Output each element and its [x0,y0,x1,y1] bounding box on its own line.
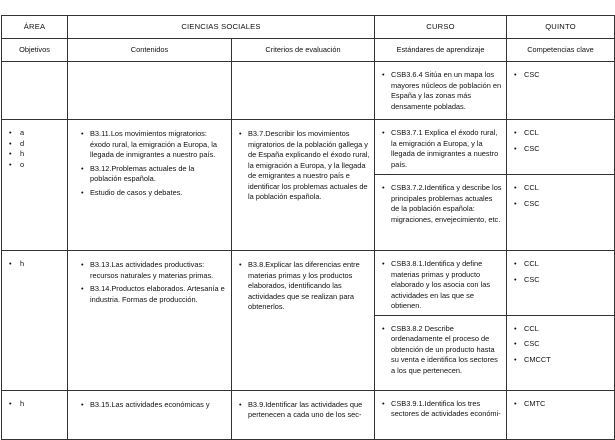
estandar-item: • CSB3.7.2.Identifica y describe los principales problemas actuales de la población española: migraciones, envejecimiento, etc. [379,183,502,225]
competencia-item: • CSC [511,144,610,155]
competencia-item: • CSC [511,275,610,286]
competencias-cell [507,251,615,316]
subject-title: CIENCIAS SOCIALES [68,16,375,39]
contenido-item: • B3.12.Problemas actuales de la población española. [78,164,228,185]
contenido-item: • B3.11.Los movimientos migratorios: éxodo rural, la emigración a Europa, la llegada de inmigrantes a nuestro país. [78,129,228,161]
objetivo-item: • h [6,149,63,160]
estandar-item: • CSB3.8.1.Identifica y define materias primas y producto elaborado y los asocia con las actividades en las que se obtienen. [379,259,502,312]
competencias-cell [507,120,615,175]
col-header-contenidos: Contenidos [68,39,232,62]
competencia-item: • CSC [511,339,610,350]
criterio-cell [232,62,375,120]
contenido-item: • B3.14.Productos elaborados. Artesanía e industria. Formas de producción. [78,284,228,305]
criterio-item: • B3.9.Identificar las actividades que pertenecen a cada uno de los sec- [236,400,371,421]
estandar-cell [375,62,507,120]
objetivos-cell [2,251,68,391]
estandar-cell [375,251,507,316]
competencias-cell [507,390,615,439]
criterio-item: • B3.7.Describir los movimientos migratorios de la población gallega y de España explicando el éxodo rural, la emigración a Europa, y la llegada de emigrantes a nuestro país e identificar los problemas actuales de la población española. [236,129,371,203]
objetivo-item: • h [6,259,63,270]
header-row [2,16,615,39]
contenidos-cell [68,390,232,439]
table-row [2,390,615,439]
competencias-cell [507,62,615,120]
area-label: ÁREA [2,16,68,39]
competencia-item: • CCL [511,128,610,139]
estandar-cell [375,120,507,175]
criterio-cell [232,390,375,439]
objetivos-cell [2,120,68,251]
objetivo-item: • d [6,139,63,150]
contenido-item: • Estudio de casos y debates. [78,188,228,199]
estandar-item: • CSB3.8.2 Describe ordenadamente el proceso de obtención de un producto hasta su venta e identifica los sectores a los que pertenecen. [379,324,502,377]
contenido-item: • B3.13.Las actividades productivas: recursos naturales y materias primas. [78,260,228,281]
contenidos-cell [68,120,232,251]
curso-label: CURSO [375,16,507,39]
criterio-item: • B3.8.Explicar las diferencias entre materias primas y los productos elaborados, identificando las actividades que se realizan para obtenerlos. [236,260,371,313]
objetivo-item: • a [6,128,63,139]
objetivo-item: • h [6,399,63,410]
estandar-cell [375,315,507,390]
objetivos-cell [2,390,68,439]
table-row [2,62,615,120]
contenido-item: • B3.15.Las actividades económicas y [78,400,228,411]
table-row [2,251,615,316]
criterio-cell [232,120,375,251]
estandar-item: • CSB3.6.4 Sitúa en un mapa los mayores núcleos de población en España y las zonas más densamente pobladas. [379,70,502,112]
criterio-cell [232,251,375,391]
curriculum-table [1,15,615,440]
competencia-item: • CMTC [511,399,610,410]
estandar-item: • CSB3.7.1 Explica el éxodo rural, la emigración a Europa, y la llegada de inmigrantes a nuestro país. [379,128,502,170]
estandar-cell [375,390,507,439]
curso-value: QUINTO [507,16,615,39]
competencia-item: • CMCCT [511,355,610,366]
col-header-estandares: Estándares de aprendizaje [375,39,507,62]
competencias-cell [507,175,615,251]
col-header-criterios: Criterios de evaluación [232,39,375,62]
column-headers-row [2,39,615,62]
estandar-item: • CSB3.9.1.Identifica los tres sectores de actividades económi- [379,399,502,420]
col-header-competencias: Competencias clave [507,39,615,62]
competencia-item: • CSC [511,70,610,81]
competencia-item: • CCL [511,324,610,335]
competencia-item: • CCL [511,183,610,194]
contenidos-cell [68,251,232,391]
competencias-cell [507,315,615,390]
competencia-item: • CCL [511,259,610,270]
objetivo-item: • o [6,160,63,171]
contenidos-cell [68,62,232,120]
table-row [2,120,615,175]
objetivos-cell [2,62,68,120]
col-header-objetivos: Objetivos [2,39,68,62]
competencia-item: • CSC [511,199,610,210]
estandar-cell [375,175,507,251]
